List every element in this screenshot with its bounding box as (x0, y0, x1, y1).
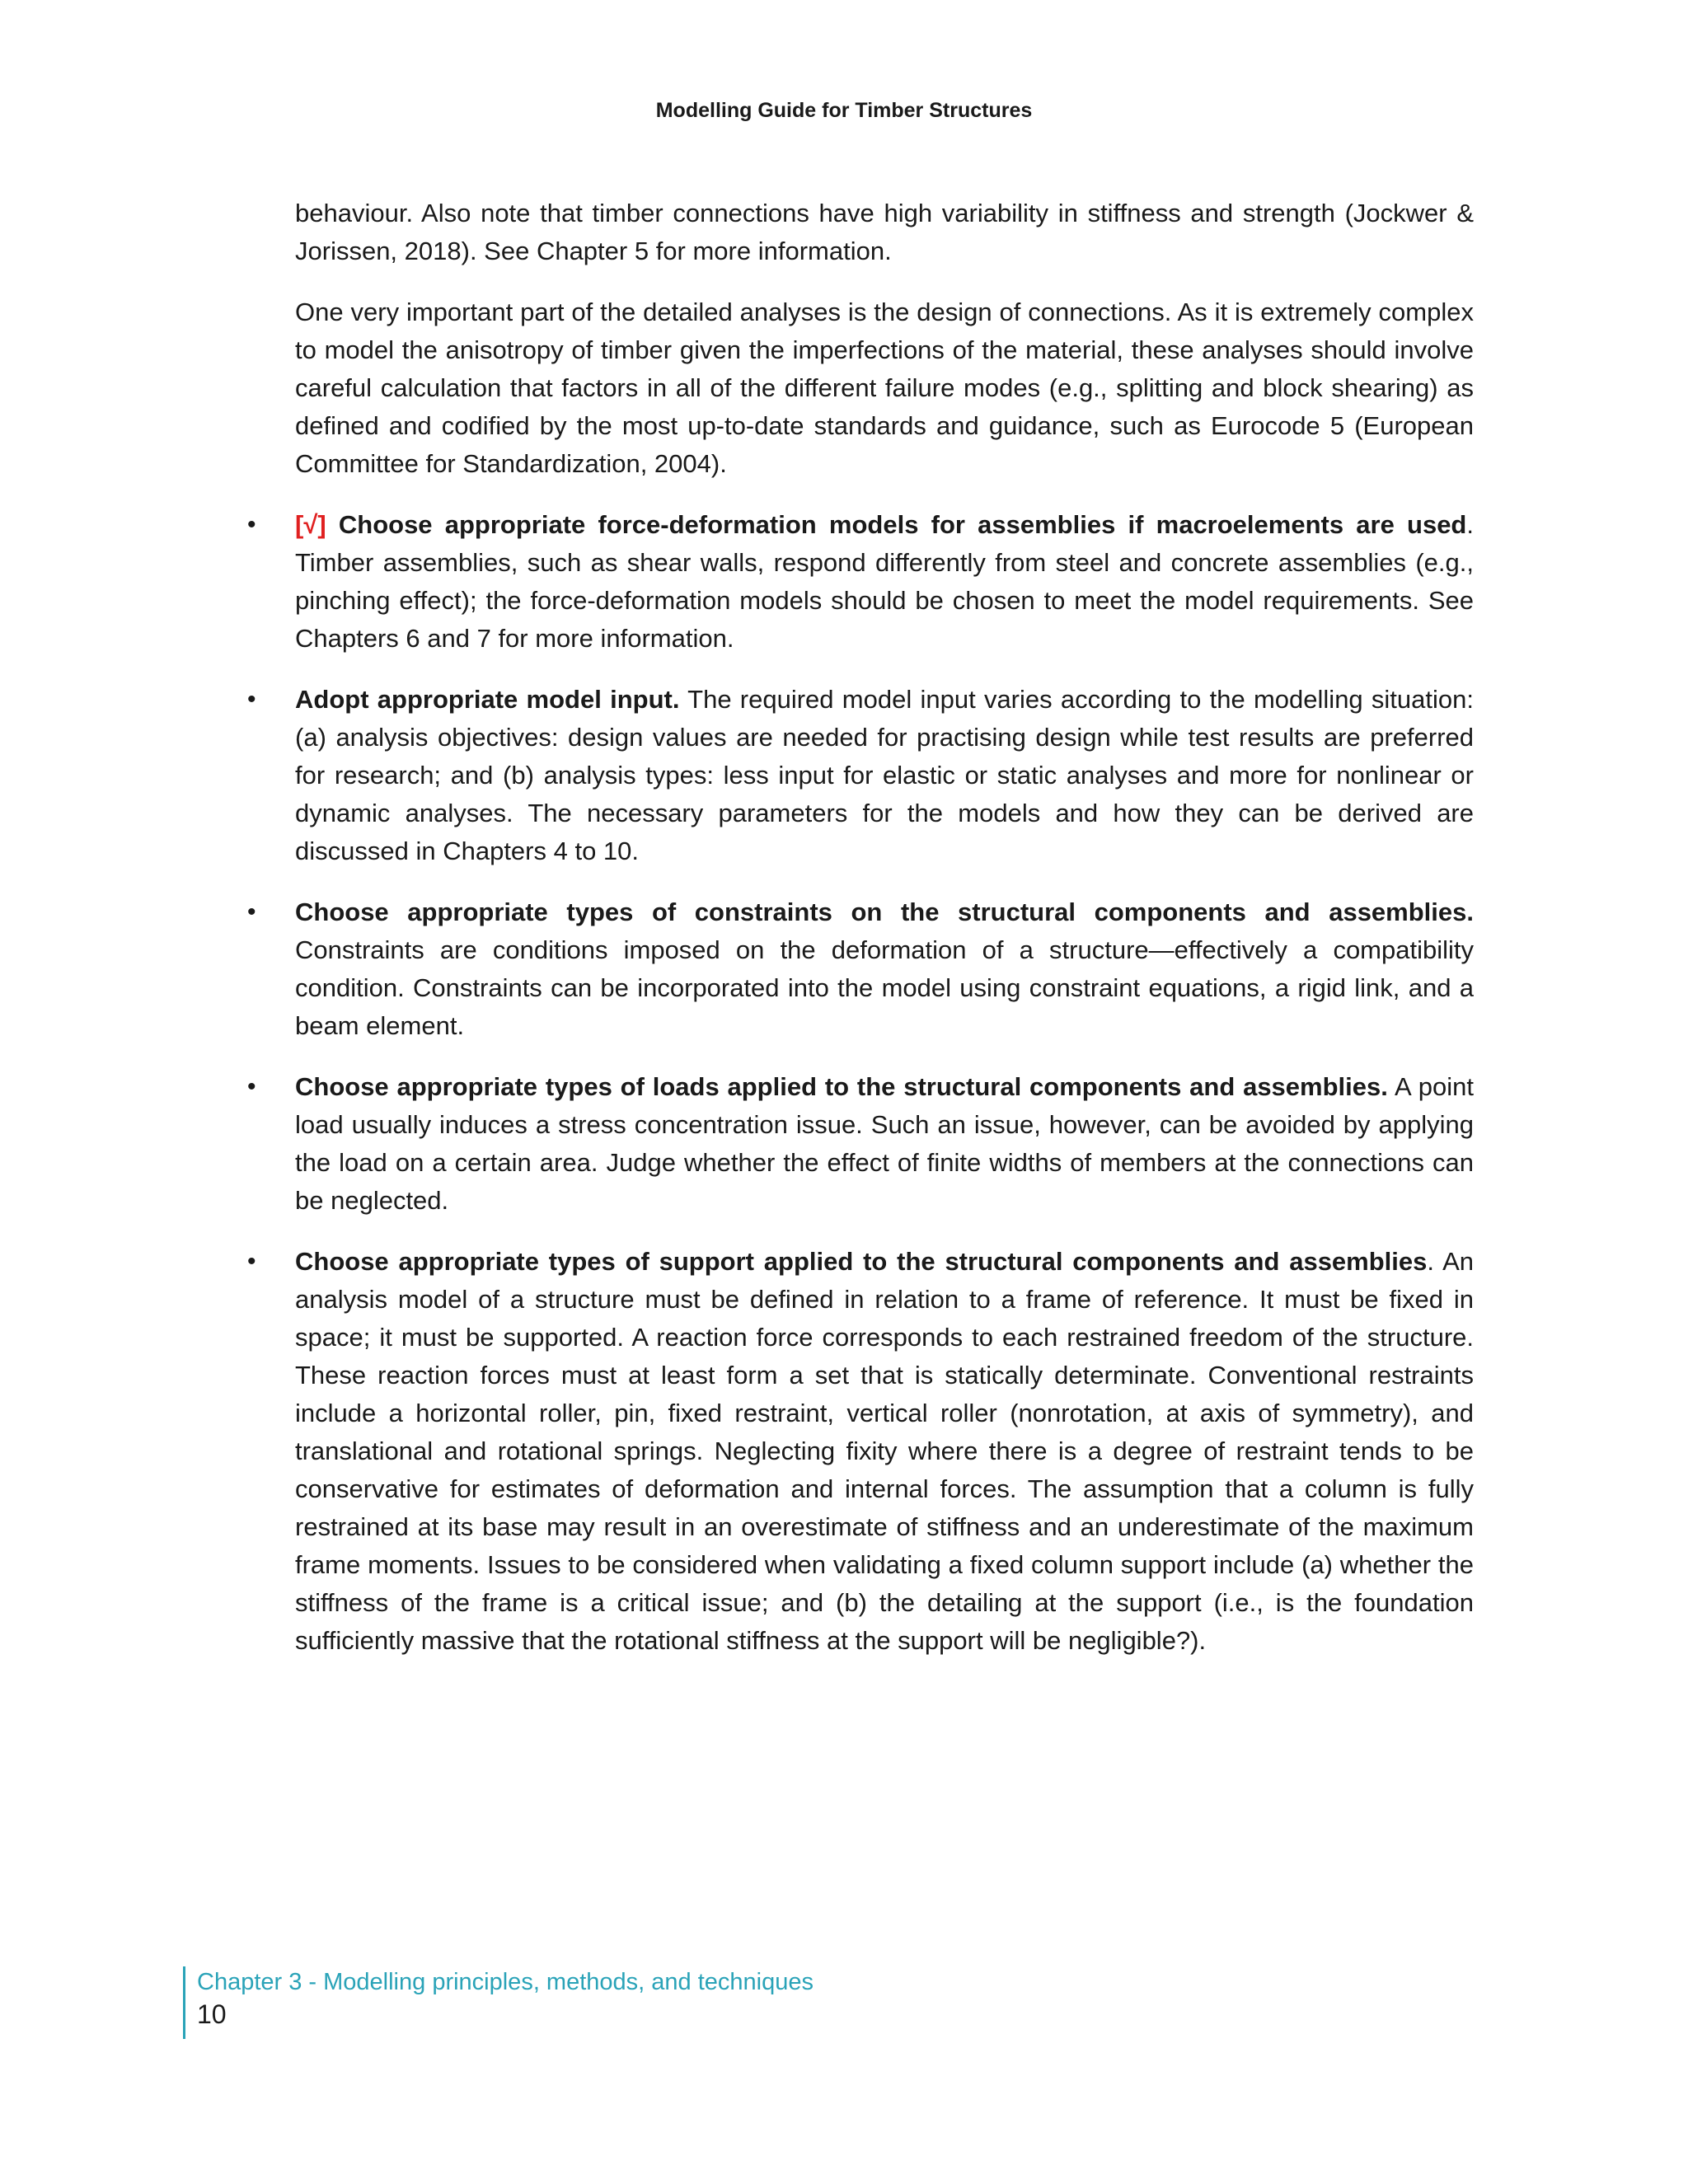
checkmark-flag: [√] (295, 510, 326, 539)
guideline-bullet-list (247, 506, 1475, 1660)
bullet-lead-text: Choose appropriate types of support applied to the structural components and assemblies (295, 1247, 1428, 1276)
bullet-icon: • (247, 686, 256, 713)
bullet-icon: • (247, 511, 256, 538)
bullet-item-force-deformation (247, 506, 1474, 658)
page-footer (183, 1966, 814, 2039)
bullet-item-model-input (247, 681, 1474, 870)
bullet-lead-text: Choose appropriate types of loads applied to the structural components and assemblies. (295, 1072, 1388, 1101)
bullet-item-support (247, 1243, 1475, 1660)
bullet-lead-text: Adopt appropriate model input. (295, 685, 680, 714)
footer-chapter-title: Chapter 3 - Modelling principles, methods, and techniques (197, 1969, 814, 1995)
bullet-body-text: . An analysis model of a structure must be defined in relation to a frame of reference. It must be fixed in space; it must be supported. A reaction force corresponds to each restrained freedom of the structure. These reaction forces must at least form a set that is statically determinate. Conventional restraints include a horizontal roller, pin, fixed restraint, vertical roller (nonrotation, at axis of symmetry), and translational and rotational springs. Neglecting fixity where there is a degree of restraint tends to be conservative for estimates of deformation and internal forces. The assumption that a column is fully restrained at its base may result in an overestimate of stiffness and an underestimate of the maximum frame moments. Issues to be considered when validating a fixed column support include (a) whether the stiffness of the frame is a critical issue; and (b) the detailing at the support (i.e., is the foundation sufficiently massive that the rotational stiffness at the support will be negligible?). (295, 1247, 1475, 1655)
bullet-item-loads (247, 1068, 1474, 1220)
paragraph-intro-2: One very important part of the detailed analyses is the design of connections. As it is extremely complex to model the anisotropy of timber given the imperfections of the material, these analyses should involve careful calculation that factors in all of the different failure modes (e.g., splitting and block shearing) as defined and codified by the most up-to-date standards and guidance, such as Eurocode 5 (European Committee for Standardization, 2004). (295, 298, 1474, 478)
page-header-title: Modelling Guide for Timber Structures (655, 99, 1033, 122)
document-body (247, 194, 1475, 1683)
paragraph-intro-1: behaviour. Also note that timber connections have high variability in stiffness and strength (Jockwer & Jorissen, 2018). See Chapter 5 for more information. (295, 199, 1474, 265)
bullet-body-text: . Timber assemblies, such as shear walls, respond differently from steel and concrete assemblies (e.g., pinching effect); the force-deformation models should be chosen to meet the model requirements. See Chapters 6 and 7 for more information. (295, 510, 1474, 653)
bullet-body-text: Constraints are conditions imposed on the deformation of a structure—effectively a compatibility condition. Constraints can be incorporated into the model using constraint equations, a rigid link, and a beam element. (295, 935, 1474, 1040)
bullet-lead-text: Choose appropriate types of constraints on the structural components and assemblies. (295, 898, 1474, 926)
bullet-item-constraints (247, 893, 1474, 1045)
bullet-icon: • (247, 898, 256, 926)
footer-page-number: 10 (197, 1999, 227, 2029)
bullet-icon: • (247, 1073, 256, 1100)
bullet-body-text: The required model input varies according to the modelling situation: (a) analysis objectives: design values are needed for practising design while test results are preferred for research; and (b) analysis types: less input for elastic or static analyses and more for nonlinear or dynamic analyses. The necessary parameters for the models and how they can be derived are discussed in Chapters 4 to 10. (295, 685, 1474, 865)
bullet-lead-text: Choose appropriate force-deformation models for assemblies if macroelements are used (338, 510, 1467, 539)
bullet-icon: • (247, 1248, 256, 1275)
bullet-body-text: A point load usually induces a stress concentration issue. Such an issue, however, can be avoided by applying the load on a certain area. Judge whether the effect of finite widths of members at the connections can be neglected. (295, 1072, 1474, 1215)
